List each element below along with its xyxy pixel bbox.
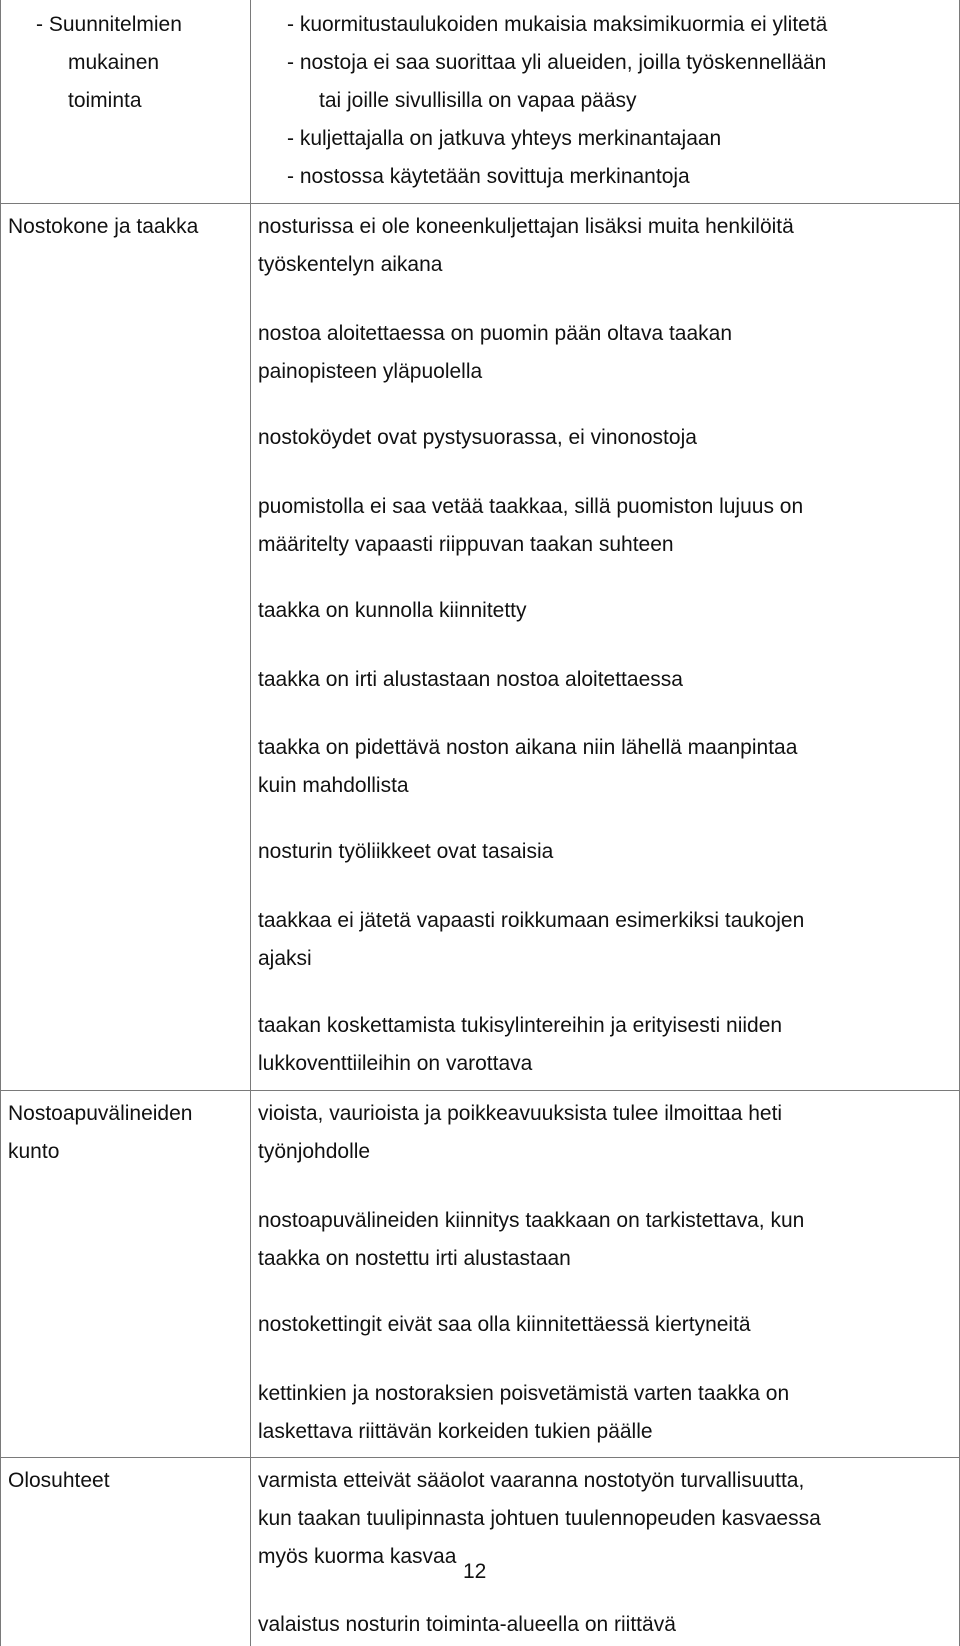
list-item-continued: tai joille sivullisilla on vapaa pääsy — [319, 89, 637, 112]
list-item: taakkaa ei jätetä vapaasti roikkumaan esimerkiksi taukojen — [258, 909, 805, 932]
table-column-divider — [250, 0, 251, 1646]
list-item: nosturissa ei ole koneenkuljettajan lisäksi muita henkilöitä — [258, 215, 794, 238]
list-item: nostokettingit eivät saa olla kiinnitettäessä kiertyneitä — [258, 1313, 751, 1336]
list-item: taakka on irti alustastaan nostoa aloitettaessa — [258, 668, 683, 691]
row-divider-1 — [0, 203, 960, 204]
list-item: varmista etteivät sääolot vaaranna nostotyön turvallisuutta, — [258, 1469, 805, 1492]
list-item-continued: työskentelyn aikana — [258, 253, 443, 276]
row-divider-3 — [0, 1457, 960, 1458]
label-line: toiminta — [68, 89, 142, 112]
table-left-border — [0, 0, 1, 1646]
list-item-continued: lukkoventtiileihin on varottava — [258, 1052, 533, 1075]
list-item: taakan koskettamista tukisylintereihin ja erityisesti niiden — [258, 1014, 783, 1037]
list-item-continued: painopisteen yläpuolella — [258, 360, 483, 383]
list-item-continued: työnjohdolle — [258, 1140, 371, 1163]
label-line: mukainen — [68, 51, 160, 74]
list-item: puomistolla ei saa vetää taakkaa, sillä puomiston lujuus on — [258, 495, 804, 518]
list-item-continued: taakka on nostettu irti alustastaan — [258, 1247, 571, 1270]
label-line: Olosuhteet — [8, 1469, 110, 1492]
list-item: kettinkien ja nostoraksien poisvetämistä varten taakka on — [258, 1382, 790, 1405]
list-item: taakka on kunnolla kiinnitetty — [258, 599, 527, 622]
list-item: vioista, vaurioista ja poikkeavuuksista tulee ilmoittaa heti — [258, 1102, 783, 1125]
list-item-continued: kuin mahdollista — [258, 774, 409, 797]
row-divider-2 — [0, 1090, 960, 1091]
list-item-continued: laskettava riittävän korkeiden tukien päälle — [258, 1420, 653, 1443]
list-item: nostoapuvälineiden kiinnitys taakkaan on tarkistettava, kun — [258, 1209, 805, 1232]
page-number: 12 — [463, 1560, 487, 1583]
list-item: - kuljettajalla on jatkuva yhteys merkinantajaan — [287, 127, 722, 150]
list-item: nostoköydet ovat pystysuorassa, ei vinonostoja — [258, 426, 697, 449]
label-line: - Suunnitelmien — [36, 13, 182, 36]
list-item: - nostossa käytetään sovittuja merkinantoja — [287, 165, 690, 188]
list-item-continued: kun taakan tuulipinnasta johtuen tuulennopeuden kasvaessa — [258, 1507, 821, 1530]
list-item: - kuormitustaulukoiden mukaisia maksimikuormia ei ylitetä — [287, 13, 828, 36]
list-item-continued: ajaksi — [258, 947, 312, 970]
label-line: Nostokone ja taakka — [8, 215, 199, 238]
list-item: nosturin työliikkeet ovat tasaisia — [258, 840, 554, 863]
list-item-continued: määritelty vapaasti riippuvan taakan suhteen — [258, 533, 674, 556]
list-item: taakka on pidettävä noston aikana niin lähellä maanpintaa — [258, 736, 798, 759]
label-line: kunto — [8, 1140, 60, 1163]
list-item: nostoa aloitettaessa on puomin pään oltava taakan — [258, 322, 733, 345]
label-line: Nostoapuvälineiden — [8, 1102, 193, 1125]
list-item: - nostoja ei saa suorittaa yli alueiden, joilla työskennellään — [287, 51, 827, 74]
list-item-continued: myös kuorma kasvaa — [258, 1545, 457, 1568]
list-item: valaistus nosturin toiminta-alueella on riittävä — [258, 1613, 676, 1636]
